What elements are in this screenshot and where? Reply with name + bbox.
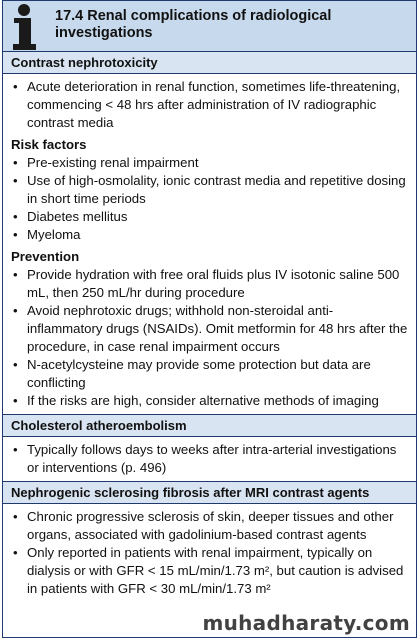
watermark: muhadharaty.com [202, 611, 410, 635]
subheading-risk-factors: Risk factors [11, 137, 87, 152]
list-item: • N-acetylcysteine may provide some protection but data are conflicting [11, 356, 408, 392]
section-body-contrast-nephrotoxicity [3, 74, 416, 414]
section-heading-nephrogenic-sclerosing-fibrosis: Nephrogenic sclerosing fibrosis after MRI contrast agents [3, 481, 416, 504]
subheading-prevention: Prevention [11, 249, 80, 264]
section-heading-cholesterol-atheroembolism: Cholesterol atheroembolism [3, 414, 416, 437]
info-box [2, 0, 417, 638]
info-icon [11, 3, 37, 51]
page-title: 17.4 Renal complications of radiological investigations [55, 8, 332, 41]
section-heading-contrast-nephrotoxicity: Contrast nephrotoxicity [3, 52, 416, 74]
list-item: • Myeloma [11, 226, 408, 244]
list-item: • Use of high-osmolality, ionic contrast media and repetitive dosing in short time periods [11, 172, 408, 208]
list-item: • Acute deterioration in renal function, sometimes life-threatening, commencing < 48 hrs after administration of IV radiographic contrast media [11, 78, 408, 132]
list-item: • Diabetes mellitus [11, 208, 408, 226]
list-item: • Provide hydration with free oral fluids plus IV isotonic saline 500 mL, then 250 mL/hr during procedure [11, 266, 408, 302]
list-item: • Typically follows days to weeks after intra-arterial investigations or interventions (p. 496) [11, 441, 408, 477]
list-item: • Only reported in patients with renal impairment, typically on dialysis or with GFR < 15 mL/min/1.73 m², but caution is advised in patients with GFR < 30 mL/min/1.73 m² [11, 544, 408, 598]
list-item: • Avoid nephrotoxic drugs; withhold non-steroidal anti-inflammatory drugs (NSAIDs). Omit metformin for 48 hrs after the procedure, in case renal impairment occurs [11, 302, 408, 356]
list-item: • Pre-existing renal impairment [11, 154, 408, 172]
list-item: • If the risks are high, consider alternative methods of imaging [11, 392, 408, 410]
list-item: • Chronic progressive sclerosis of skin, deeper tissues and other organs, associated with gadolinium-based contrast agents [11, 508, 408, 544]
section-body-nephrogenic-sclerosing-fibrosis [3, 504, 416, 602]
section-body-cholesterol-atheroembolism [3, 437, 416, 481]
box-header [3, 1, 416, 52]
